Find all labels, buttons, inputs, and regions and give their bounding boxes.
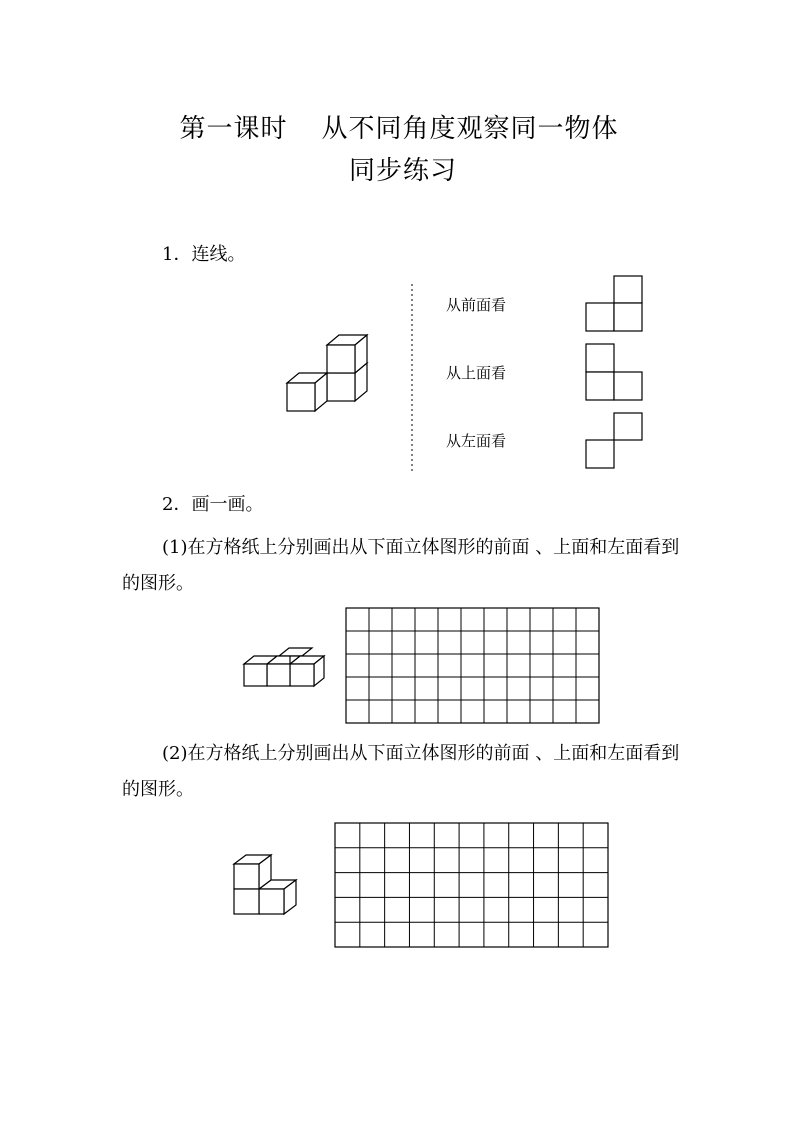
question-2-heading: 2．画一画。 bbox=[162, 494, 264, 515]
title-lesson: 第一课时 bbox=[179, 114, 288, 144]
view-label-top: 从上面看 bbox=[446, 364, 507, 382]
grid-border bbox=[335, 823, 608, 947]
view-label-left: 从左面看 bbox=[446, 432, 507, 450]
view-label-front: 从前面看 bbox=[446, 296, 507, 314]
question-1-heading: 1．连线。 bbox=[162, 244, 246, 265]
question-2-part-1: (1)在方格纸上分别画出从下面立体图形的前面 、上面和左面看到的图形。 bbox=[122, 537, 680, 594]
title-topic: 从不同角度观察同一物体 bbox=[321, 114, 619, 144]
question-2-part-2: (2)在方格纸上分别画出从下面立体图形的前面 、上面和左面看到的图形。 bbox=[122, 743, 680, 800]
page-subtitle: 同步练习 bbox=[348, 156, 457, 186]
